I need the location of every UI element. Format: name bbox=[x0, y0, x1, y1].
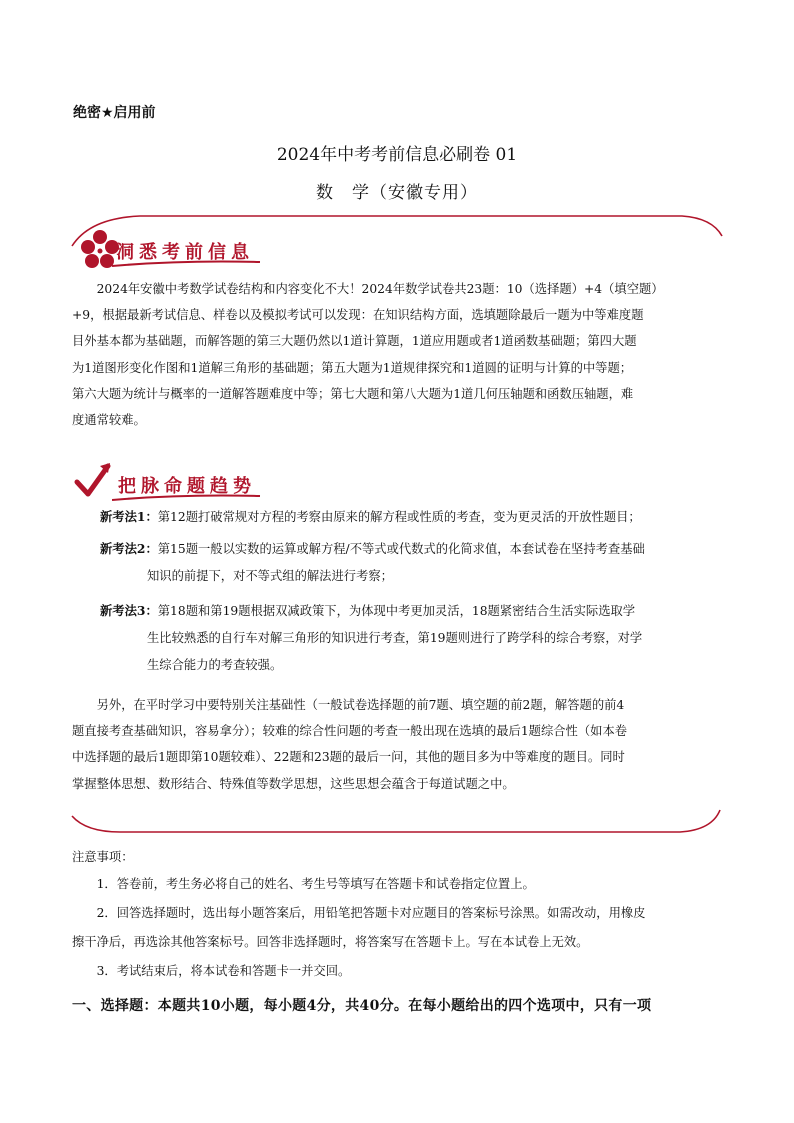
trend-section-heading: 把脉命题趋势 bbox=[118, 476, 256, 497]
new-method-1 bbox=[100, 504, 724, 531]
info-line: 为1道图形变化作图和1道解三角形的基础题；第五大题为1道规律探究和1道圆的证明与计算的中等题； bbox=[72, 360, 633, 375]
secret-label: 绝密★启用前 bbox=[73, 105, 156, 121]
info-line: 2024年安徽中考数学试卷结构和内容变化不大！2024年数学试卷共23题：10（选择题）+4（填空题） bbox=[96, 282, 664, 296]
new-method-text: 第15题一般以实数的运算或解方程/不等式或代数式的化简求值，本套试卷在坚持考查基础 bbox=[157, 542, 645, 556]
info-line: 第六大题为统计与概率的一道解答题难度中等；第七大题和第八大题为1道几何压轴题和函数压轴题，难 bbox=[72, 386, 634, 401]
new-method-text: 生比较熟悉的自行车对解三角形的知识进行考查，第19题则进行了跨学科的综合考察，对学 bbox=[147, 630, 643, 645]
new-method-label: 新考法2： bbox=[100, 541, 158, 556]
page-subtitle: 数 学（安徽专用） bbox=[316, 183, 478, 203]
new-method-text: 知识的前提下，对不等式组的解法进行考察； bbox=[147, 568, 393, 583]
notice-item: 3．考试结束后，将本试卷和答题卡一并交回。 bbox=[96, 964, 351, 978]
info-line: 目外基本都为基础题，而解答题的第三大题仍然以1道计算题，1道应用题或者1道函数基础题；第四大题 bbox=[72, 334, 637, 349]
info-paragraph bbox=[72, 276, 724, 433]
notice-item: 擦干净后，再选涂其他答案标号。回答非选择题时，将答案写在答题卡上。写在本试卷上无效。 bbox=[72, 935, 589, 949]
trend-extra-paragraph bbox=[72, 692, 724, 797]
new-method-text: 生综合能力的考查较强。 bbox=[147, 657, 283, 672]
new-method-text: 第12题打破常规对方程的考察由原来的解方程或性质的考查，变为更灵活的开放性题目； bbox=[157, 510, 641, 524]
new-method-text: 第18题和第19题根据双减政策下，为体现中考更加灵活，18题紧密结合生活实际选取学 bbox=[157, 604, 636, 618]
new-method-2 bbox=[100, 536, 724, 590]
trend-extra-line: 中选择题的最后1题即第10题较难）、22题和23题的最后一问，其他的题目多为中等难度的题目。同时 bbox=[72, 750, 625, 765]
trend-extra-line: 另外，在平时学习中要特别关注基础性（一般试卷选择题的前7题、填空题的前2题，解答题的前4 bbox=[96, 698, 625, 712]
arrow-check-icon bbox=[74, 460, 114, 500]
new-method-label: 新考法3： bbox=[100, 603, 158, 618]
bottom-frame-curve bbox=[72, 810, 720, 832]
info-line: +9，根据最新考试信息、样卷以及模拟考试可以发现：在知识结构方面，选填题除最后一题为中等难度题 bbox=[72, 308, 644, 323]
new-method-3 bbox=[100, 598, 724, 678]
notice-item: 1．答卷前，考生务必将自己的姓名、考生号等填写在答题卡和试卷指定位置上。 bbox=[96, 877, 535, 891]
trend-heading-underline bbox=[112, 492, 262, 504]
info-line: 度通常较难。 bbox=[72, 413, 146, 428]
notice-item: 2．回答选择题时，选出每小题答案后，用铅笔把答题卡对应题目的答案标号涂黑。如需改动，用橡皮 bbox=[96, 906, 646, 920]
info-heading-underline bbox=[112, 258, 262, 270]
notice-title: 注意事项： bbox=[72, 850, 134, 864]
trend-extra-line: 题直接考查基础知识，容易拿分）；较难的综合性问题的考查一般出现在选填的最后1题综合性（如本卷 bbox=[72, 724, 628, 739]
new-method-label: 新考法1： bbox=[100, 509, 158, 524]
page-title: 2024年中考考前信息必刷卷 01 bbox=[276, 145, 518, 165]
notice-list bbox=[72, 870, 724, 986]
trend-extra-line: 掌握整体思想、数形结合、特殊值等数学思想，这些思想会蕴含于每道试题之中。 bbox=[72, 776, 515, 791]
section-1-heading: 一、选择题：本题共10小题，每小题4分，共40分。在每小题给出的四个选项中，只有一项 bbox=[72, 998, 652, 1014]
info-section-heading: 洞悉考前信息 bbox=[116, 242, 254, 263]
